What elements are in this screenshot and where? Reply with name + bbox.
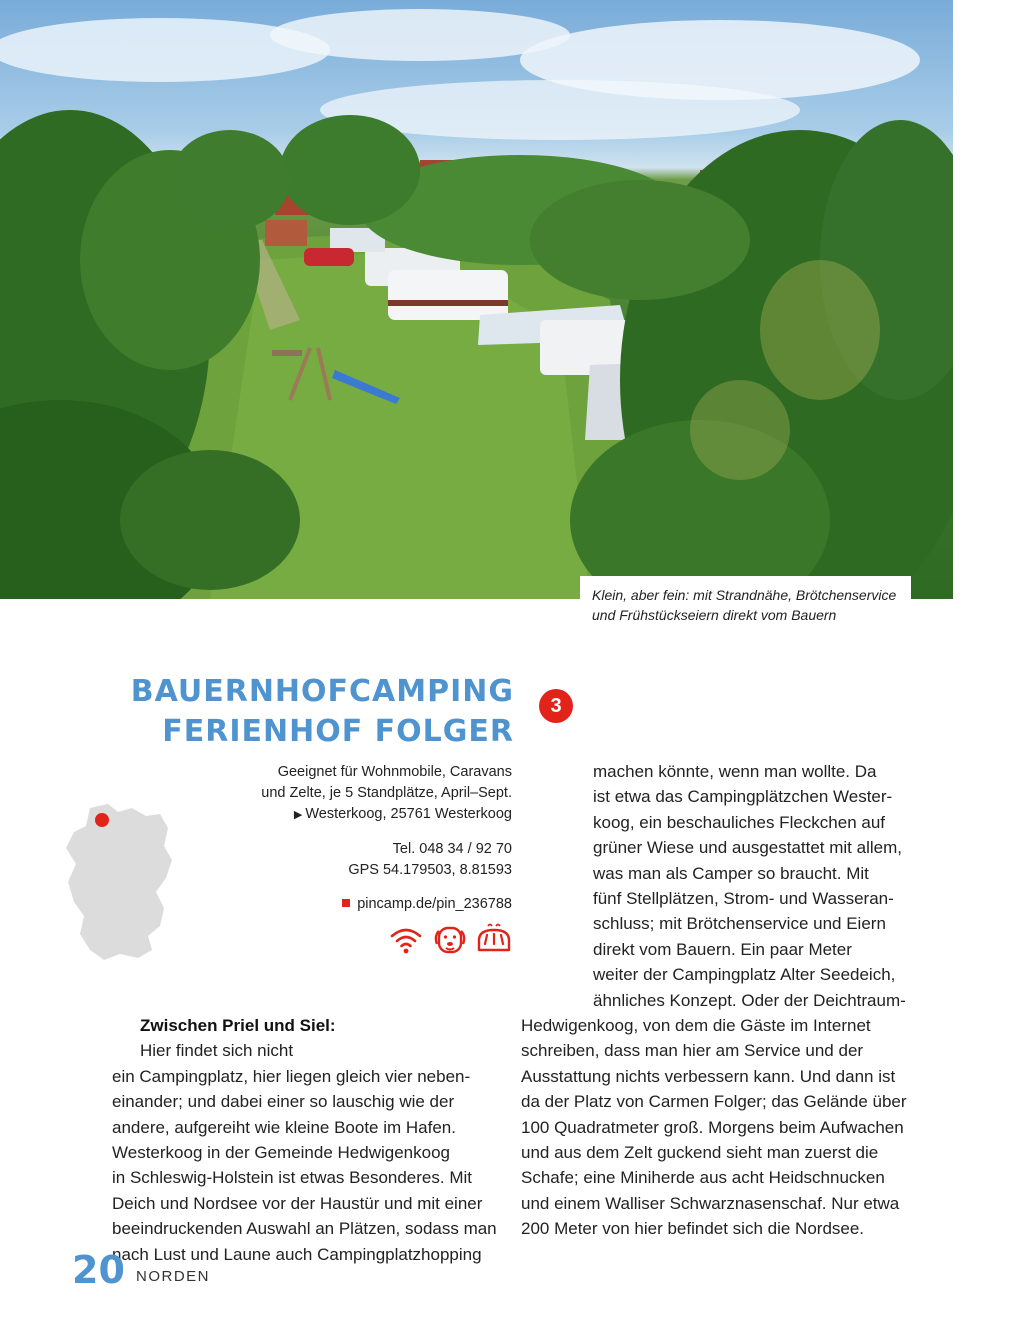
paragraph-first-line bbox=[112, 1013, 497, 1064]
gps-coordinates: GPS 54.179503, 8.81593 bbox=[348, 862, 512, 878]
right-line-18: und einem Walliser Schwarznasenschaf. Nur etwa bbox=[521, 1193, 900, 1213]
title-line-2: FERIENHOF FOLGER bbox=[162, 714, 514, 749]
page-number: 20 bbox=[72, 1248, 125, 1292]
article-column-right-top bbox=[593, 759, 906, 1013]
caption-line-1: Klein, aber fein: mit Strandnähe, Brötchenservice bbox=[592, 587, 897, 603]
title-line-1: BAUERNHOFCAMPING bbox=[130, 674, 514, 709]
pincamp-link-text: pincamp.de/pin_236788 bbox=[357, 896, 512, 912]
right-line-4: grüner Wiese und ausgestattet mit allem, bbox=[593, 838, 902, 858]
germany-map-icon bbox=[60, 798, 180, 968]
right-line-5: was man als Camper so braucht. Mit bbox=[593, 863, 869, 883]
bread-icon bbox=[476, 922, 512, 958]
pincamp-link[interactable] bbox=[261, 894, 512, 915]
arrow-right-icon: ▶ bbox=[293, 809, 303, 821]
right-line-12: schreiben, dass man hier am Service und der bbox=[521, 1041, 864, 1061]
right-line-7: schluss; mit Brötchenservice und Eiern bbox=[593, 914, 886, 934]
address-line bbox=[261, 804, 512, 826]
article-lead: Zwischen Priel und Siel: bbox=[140, 1016, 336, 1035]
right-line-14: da der Platz von Carmen Folger; das Gelände über bbox=[521, 1092, 907, 1112]
dog-icon bbox=[432, 922, 468, 958]
right-line-3: koog, ein beschauliches Fleckchen auf bbox=[593, 812, 886, 832]
wifi-icon bbox=[388, 922, 424, 958]
right-line-19: 200 Meter von hier befindet sich die Nordsee. bbox=[521, 1219, 865, 1239]
location-marker-icon bbox=[95, 813, 109, 827]
right-line-11: Hedwigenkoog, von dem die Gäste im Internet bbox=[521, 1016, 871, 1035]
article-column-left bbox=[112, 1013, 497, 1267]
suitability-line-2: und Zelte, je 5 Standplätze, April–Sept. bbox=[261, 785, 512, 801]
left-line-3: andere, aufgereiht wie kleine Boote im Hafen. bbox=[112, 1117, 456, 1137]
right-line-1: machen könnte, wenn man wollte. Da bbox=[593, 762, 877, 781]
right-line-13: Ausstattung nichts verbessern kann. Und dann ist bbox=[521, 1066, 896, 1086]
section-label: NORDEN bbox=[136, 1268, 211, 1285]
right-line-10: ähnliches Konzept. Oder der Deichtraum- bbox=[593, 990, 906, 1010]
campsite-title bbox=[131, 672, 514, 752]
phone: Tel. 048 34 / 92 70 bbox=[392, 841, 512, 857]
left-line-2: einander; und dabei einer so lauschig wie der bbox=[112, 1092, 455, 1112]
address: Westerkoog, 25761 Westerkoog bbox=[305, 806, 512, 822]
right-line-15: 100 Quadratmeter groß. Morgens beim Aufwachen bbox=[521, 1117, 904, 1137]
left-line-7: beeindruckenden Auswahl an Plätzen, sodass man bbox=[112, 1219, 497, 1239]
right-line-9: weiter der Campingplatz Alter Seedeich, bbox=[593, 965, 896, 985]
right-line-17: Schafe; eine Miniherde aus acht Heidschnucken bbox=[521, 1168, 885, 1188]
article-first-text: Hier findet sich nicht bbox=[140, 1041, 294, 1061]
right-line-2: ist etwa das Campingplätzchen Wester- bbox=[593, 787, 893, 807]
entry-number-badge: 3 bbox=[539, 689, 573, 723]
article-column-right-bottom bbox=[521, 1013, 907, 1242]
suitability-line-1: Geeignet für Wohnmobile, Caravans bbox=[277, 764, 512, 780]
photo-caption bbox=[580, 576, 911, 628]
left-line-8: nach Lust und Laune auch Campingplatzhopping bbox=[112, 1244, 482, 1264]
left-line-1: ein Campingplatz, hier liegen gleich vier neben- bbox=[112, 1066, 471, 1086]
left-line-6: Deich und Nordsee vor der Haustür und mit einer bbox=[112, 1193, 483, 1213]
right-line-16: und aus dem Zelt guckend sieht man zuerst die bbox=[521, 1143, 879, 1163]
right-line-8: direkt vom Bauern. Ein paar Meter bbox=[593, 939, 852, 959]
campsite-info bbox=[261, 762, 512, 915]
amenity-icons bbox=[388, 922, 512, 958]
square-bullet-icon bbox=[342, 899, 350, 907]
left-line-5: in Schleswig-Holstein ist etwas Besonderes. Mit bbox=[112, 1168, 472, 1188]
left-line-4: Westerkoog in der Gemeinde Hedwigenkoog bbox=[112, 1143, 450, 1163]
caption-line-2: und Frühstückseiern direkt vom Bauern bbox=[592, 607, 837, 623]
campsite-photo-illustration bbox=[0, 0, 953, 599]
right-line-6: fünf Stellplätzen, Strom- und Wasseran- bbox=[593, 889, 894, 909]
campsite-photo bbox=[0, 0, 953, 599]
